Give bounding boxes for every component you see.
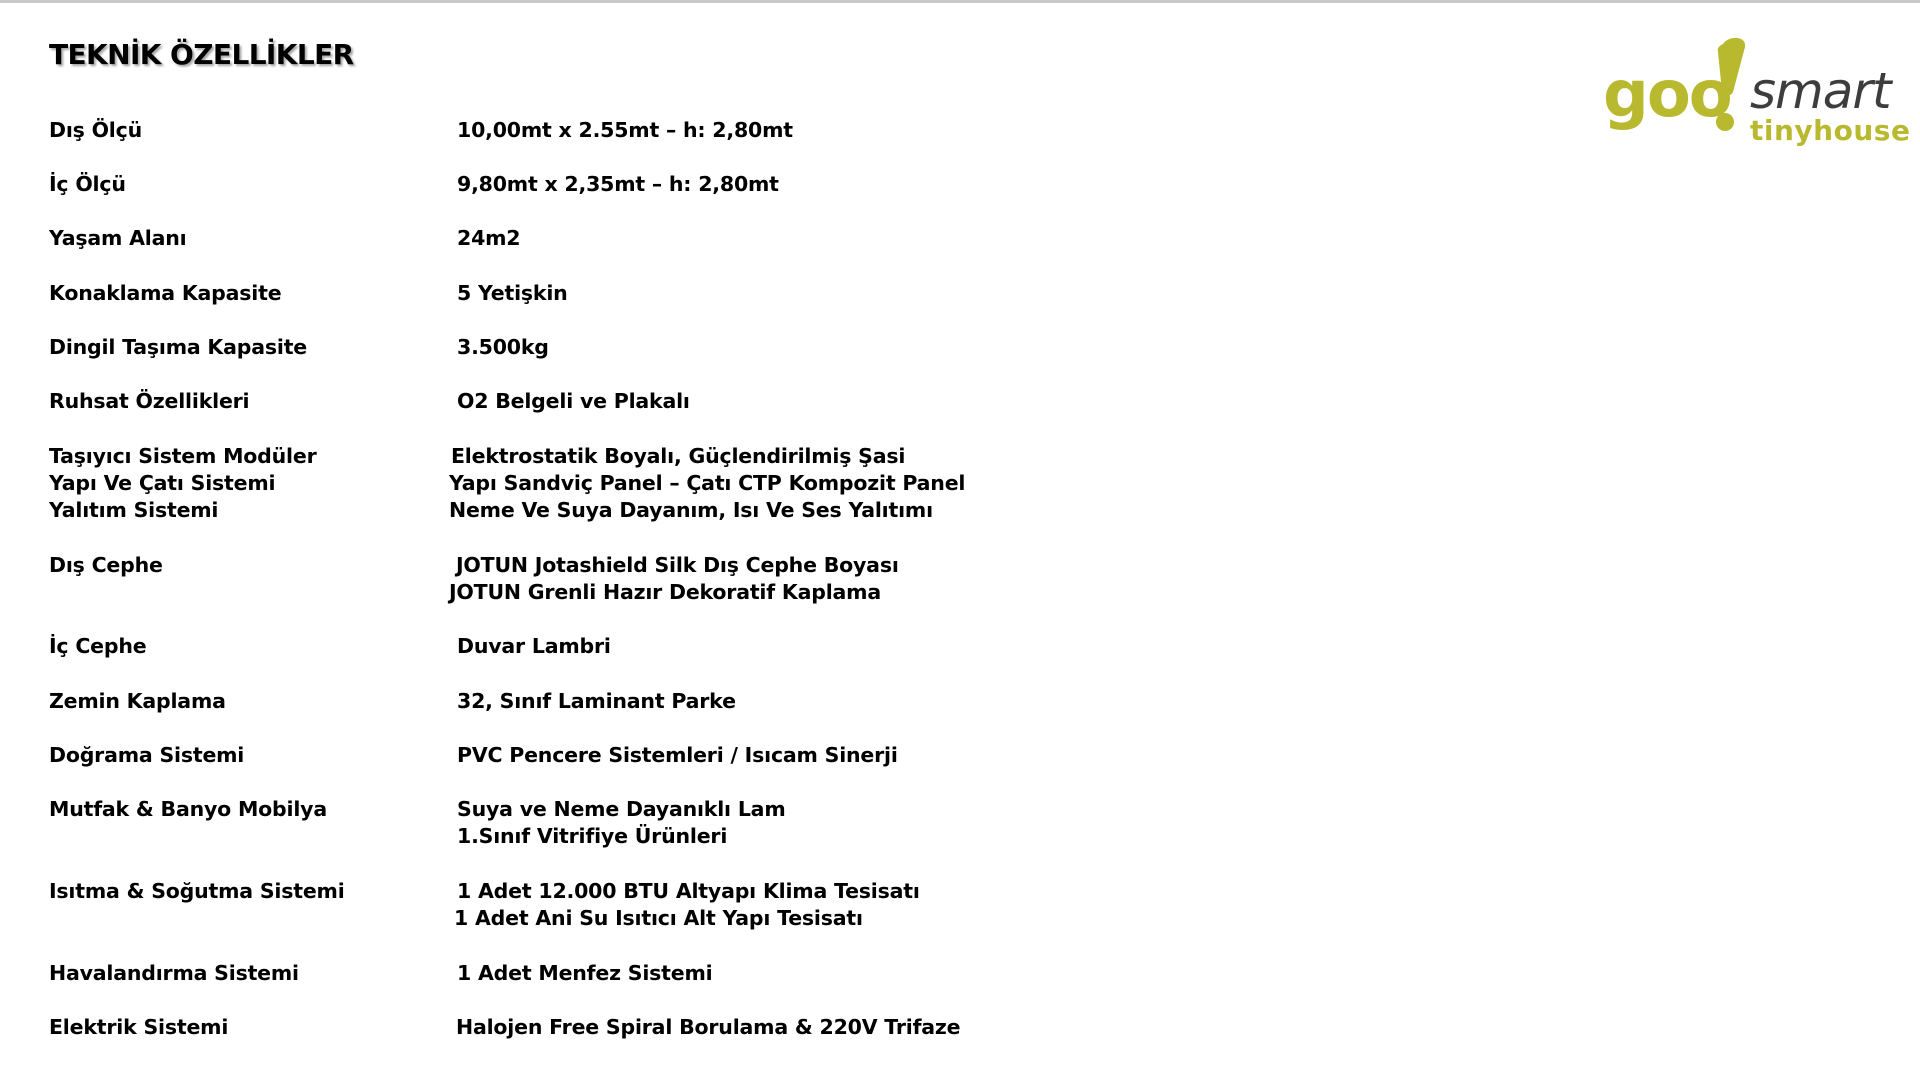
spec-label-zemin: Zemin Kaplama (49, 689, 226, 713)
spec-value-dis-olcu: 10,00mt x 2.55mt – h: 2,80mt (457, 118, 793, 142)
spec-value-dis-cephe-1: JOTUN Jotashield Silk Dış Cephe Boyası (456, 553, 899, 577)
spec-label-isitma: Isıtma & Soğutma Sistemi (49, 879, 345, 903)
spec-label-dis-olcu: Dış Ölçü (49, 118, 142, 142)
spec-value-elektrik: Halojen Free Spiral Borulama & 220V Trifaze (456, 1015, 961, 1039)
logo-word-right: smart (1750, 62, 1891, 120)
spec-value-zemin: 32, Sınıf Laminant Parke (457, 689, 736, 713)
spec-value-yapi-cati: Yapı Sandviç Panel – Çatı CTP Kompozit Panel (449, 471, 966, 495)
spec-label-dis-cephe: Dış Cephe (49, 553, 163, 577)
spec-value-dograma: PVC Pencere Sistemleri / Isıcam Sinerji (457, 743, 898, 767)
spec-label-ic-cephe: İç Cephe (49, 634, 147, 658)
spec-label-yasam-alani: Yaşam Alanı (49, 226, 187, 250)
logo-word-left: goo (1603, 58, 1731, 132)
spec-value-yalitim: Neme Ve Suya Dayanım, Isı Ve Ses Yalıtımı (449, 498, 933, 522)
spec-label-yalitim: Yalıtım Sistemi (49, 498, 219, 522)
spec-value-isitma-2: 1 Adet Ani Su Isıtıcı Alt Yapı Tesisatı (454, 906, 863, 930)
spec-value-dingil: 3.500kg (457, 335, 549, 359)
spec-label-dograma: Doğrama Sistemi (49, 743, 245, 767)
spec-label-ruhsat: Ruhsat Özellikleri (49, 389, 250, 413)
goosmart-logo (1600, 34, 1912, 146)
logo-subtitle: tinyhouse (1750, 114, 1911, 146)
goosmart-logo-mark (1600, 34, 1912, 146)
spec-label-yapi-cati: Yapı Ve Çatı Sistemi (49, 471, 276, 495)
spec-value-ruhsat: O2 Belgeli ve Plakalı (457, 389, 690, 413)
spec-value-ic-olcu: 9,80mt x 2,35mt – h: 2,80mt (457, 172, 779, 196)
spec-value-konaklama: 5 Yetişkin (457, 281, 568, 305)
spec-value-ic-cephe: Duvar Lambri (457, 634, 611, 658)
spec-label-dingil: Dingil Taşıma Kapasite (49, 335, 307, 359)
spec-label-havalandirma: Havalandırma Sistemi (49, 961, 299, 985)
spec-label-ic-olcu: İç Ölçü (49, 172, 126, 196)
spec-label-konaklama: Konaklama Kapasite (49, 281, 282, 305)
spec-value-isitma-1: 1 Adet 12.000 BTU Altyapı Klima Tesisatı (457, 879, 920, 903)
spec-value-tasiyici: Elektrostatik Boyalı, Güçlendirilmiş Şasi (451, 444, 906, 468)
page-title: TEKNİK ÖZELLİKLER (49, 38, 354, 71)
spec-value-mutfak-banyo-1: Suya ve Neme Dayanıklı Lam (457, 797, 786, 821)
spec-value-yasam-alani: 24m2 (457, 226, 521, 250)
spec-value-mutfak-banyo-2: 1.Sınıf Vitrifiye Ürünleri (457, 824, 728, 848)
spec-label-elektrik: Elektrik Sistemi (49, 1015, 229, 1039)
spec-value-dis-cephe-2: JOTUN Grenli Hazır Dekoratif Kaplama (449, 580, 881, 604)
spec-label-mutfak-banyo: Mutfak & Banyo Mobilya (49, 797, 327, 821)
spec-value-havalandirma: 1 Adet Menfez Sistemi (457, 961, 713, 985)
spec-label-tasiyici: Taşıyıcı Sistem Modüler (49, 444, 317, 468)
top-divider (0, 0, 1920, 3)
